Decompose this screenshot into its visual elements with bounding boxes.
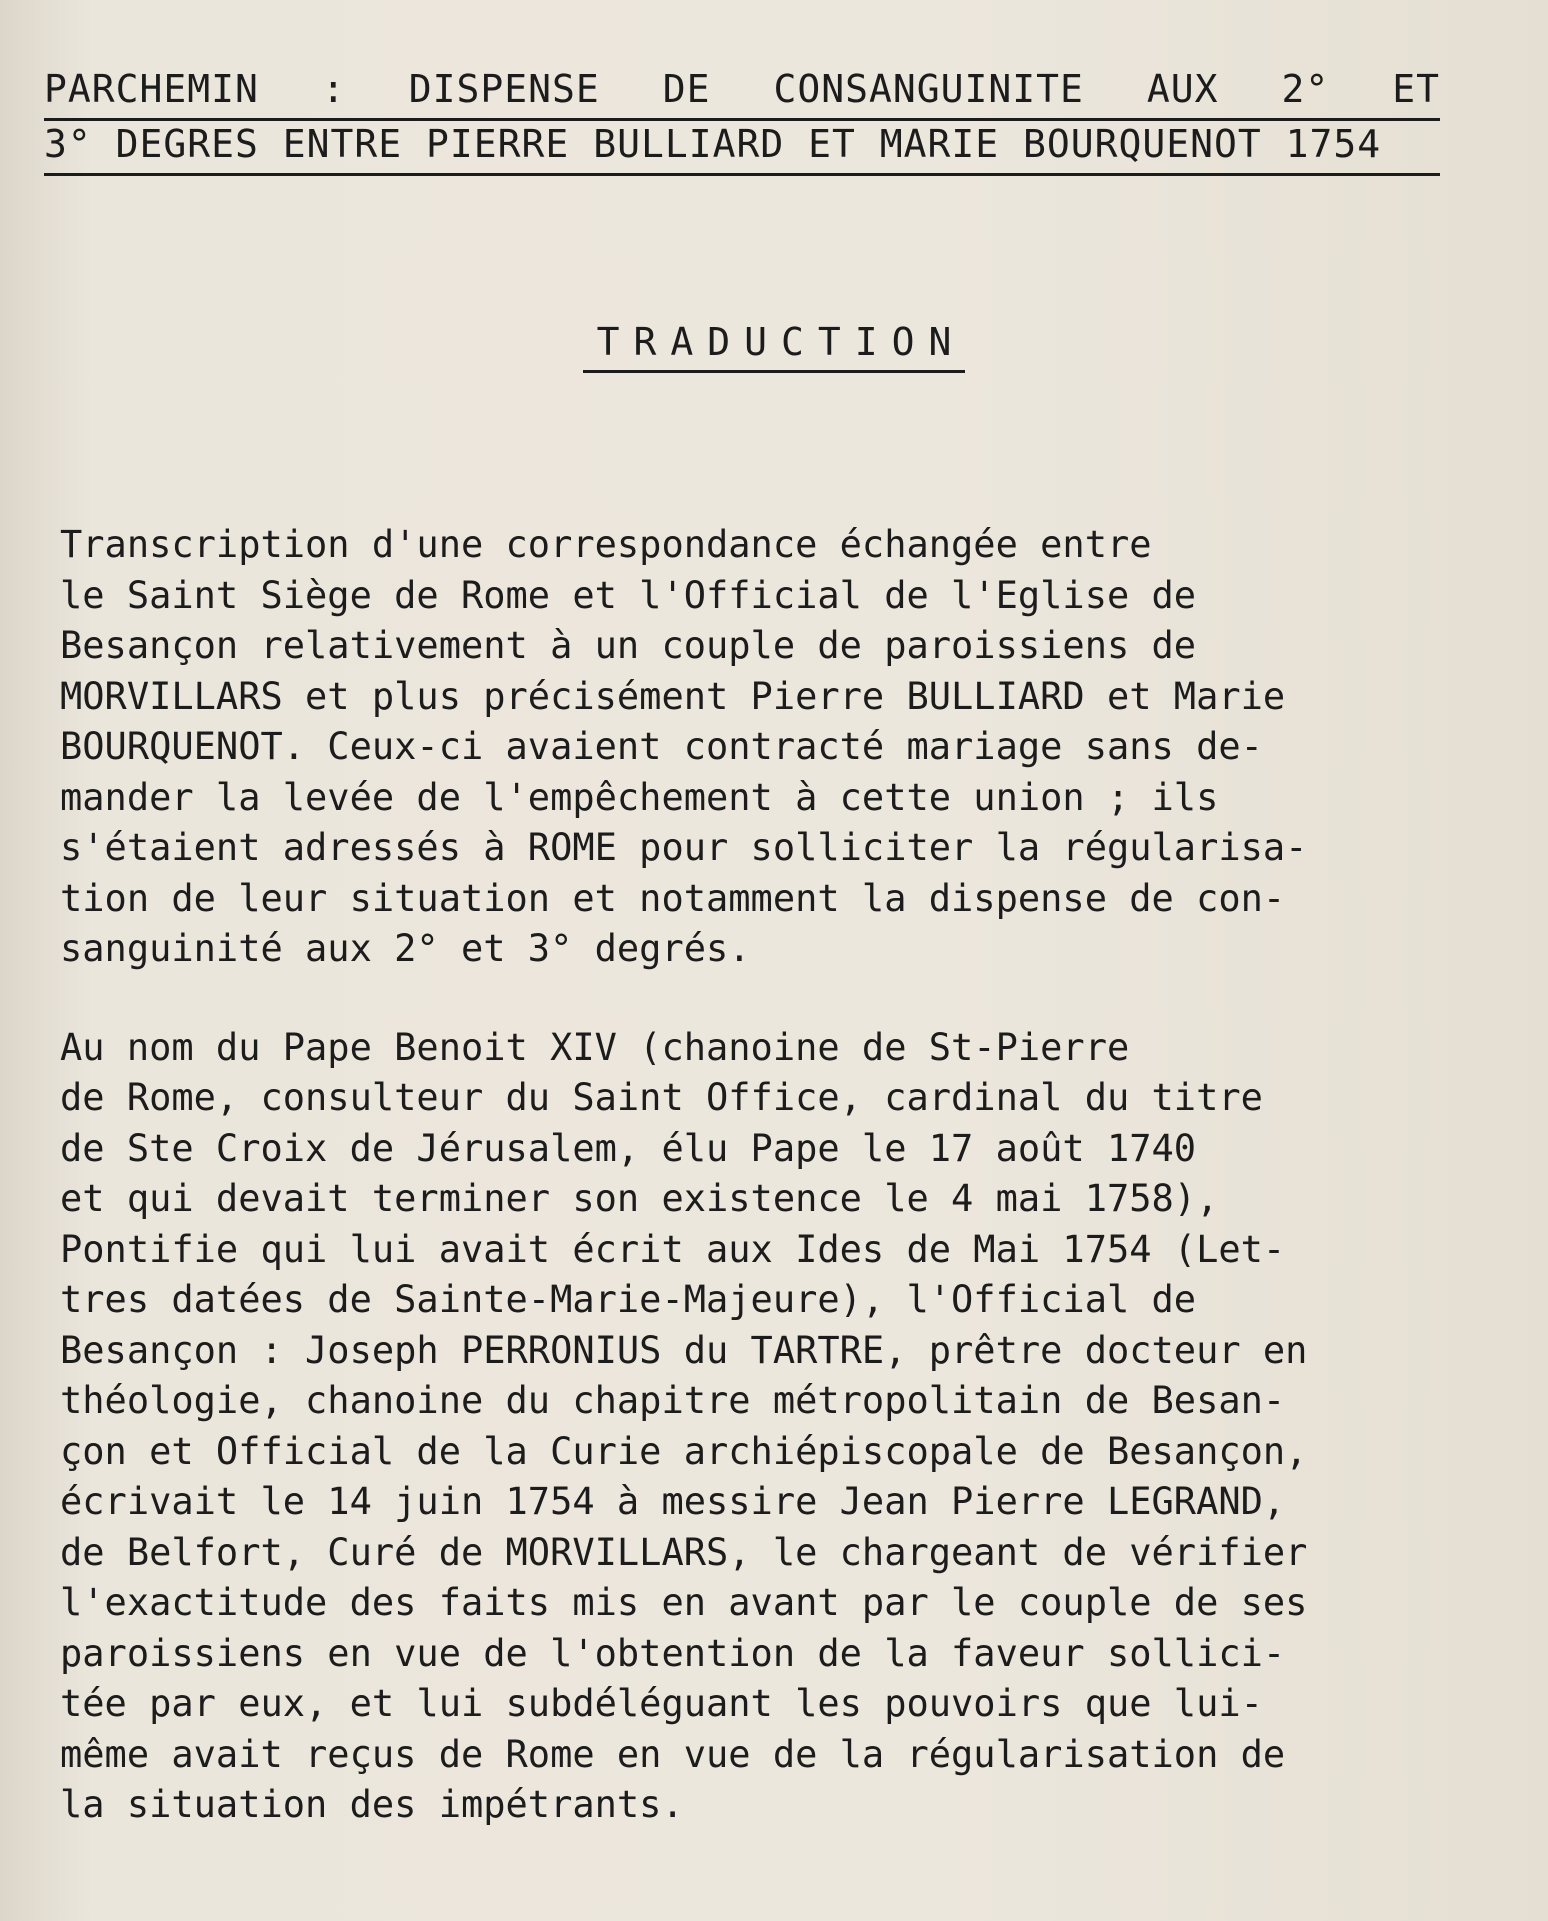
title-line-1-word: : [321,67,346,111]
paragraph-1: Transcription d'une correspondance échangée entre le Saint Siège de Rome et l'Official de l'Eglise de Besançon relativement à un couple de paroissiens de MORVILLARS et plus précisément Pierre BULLIARD et Marie BOURQUENOT. Ceux-ci avaient contracté mariage sans de- mander la levée de l'empêchement à cette union ; ils s'étaient adressés à ROME pour solliciter la régularisa- tion de leur situation et notamment la dispense de con- sanguinité aux 2° et 3° degrés. [60,523,1308,970]
title-line-1-word: DISPENSE [408,67,600,111]
title-line-1-word: CONSANGUINITE [773,67,1084,111]
title-line-2 [44,121,1440,176]
document-body [60,520,1460,1831]
section-heading [0,320,1548,373]
title-line-2-text: 3° DEGRES ENTRE PIERRE BULLIARD ET MARIE BOURQUENOT 1754 [44,122,1382,166]
title-line-1 [44,66,1440,121]
title-line-1-word: PARCHEMIN [44,67,259,111]
title-line-1-word: AUX [1146,67,1219,111]
document-title [44,66,1440,176]
title-line-1-word: 2° [1281,67,1330,111]
title-line-1-word: ET [1392,67,1440,111]
paragraph-2: Au nom du Pape Benoit XIV (chanoine de St-Pierre de Rome, consulteur du Saint Office, cardinal du titre de Ste Croix de Jérusalem, élu Pape le 17 août 1740 et qui devait terminer son existence le 4 mai 1758), Pontifie qui lui avait écrit aux Ides de Mai 1754 (Let- tres datées de Sainte-Marie-Majeure), l'Official de Besançon : Joseph PERRONIUS du TARTRE, prêtre docteur en théologie, chanoine du chapitre métropolitain de Besan- çon et Official de la Curie archiépiscopale de Besançon, écrivait le 14 juin 1754 à messire Jean Pierre LEGRAND, de Belfort, Curé de MORVILLARS, le chargeant de vérifier l'exactitude des faits mis en avant par le couple de ses paroissiens en vue de l'obtention de la faveur sollici- tée par eux, et lui subdéléguant les pouvoirs que lui- même avait reçus de Rome en vue de la régularisation de la situation des impétrants. [60,1025,1308,1826]
section-heading-text: TRADUCTION [583,320,966,373]
title-line-1-word: DE [662,67,711,111]
